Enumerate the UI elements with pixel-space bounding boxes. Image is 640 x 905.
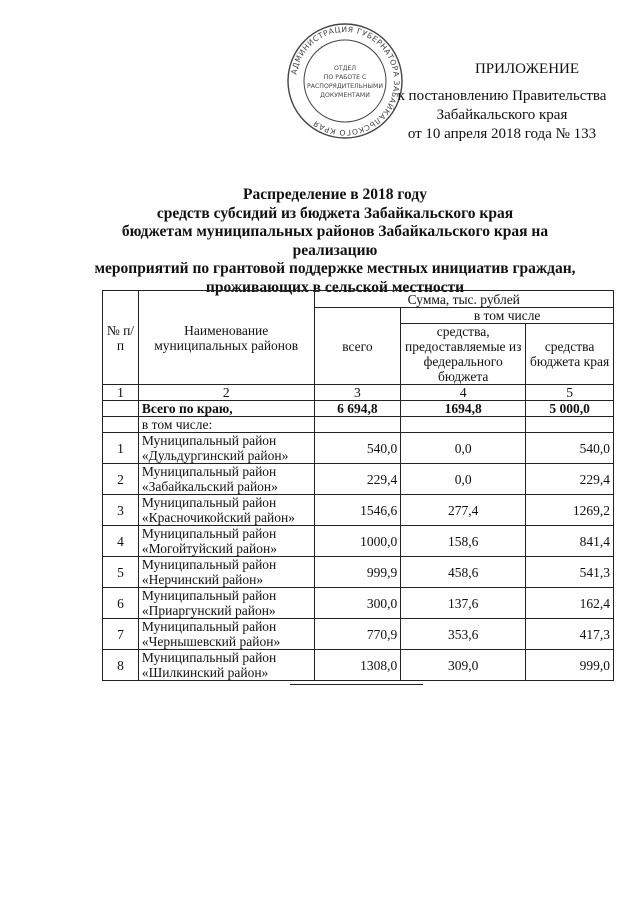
district-name: «Нерчинский район» — [141, 572, 264, 587]
district-type: Муниципальный район — [141, 526, 277, 541]
header-federal: средства, предоставляемые из федерального бюджета — [401, 324, 526, 385]
row-total: 1546,6 — [314, 495, 401, 526]
total-row — [103, 401, 614, 417]
decree-line-2: Забайкальского края — [436, 107, 568, 123]
row-num: 2 — [103, 464, 139, 495]
table-row — [103, 557, 614, 588]
row-regional: 162,4 — [526, 588, 614, 619]
table-row — [103, 433, 614, 464]
row-district — [138, 557, 314, 588]
row-regional: 417,3 — [526, 619, 614, 650]
total-label: Всего по краю, — [138, 401, 314, 417]
table-row — [103, 588, 614, 619]
row-num: 8 — [103, 650, 139, 681]
header-including: в том числе — [401, 308, 614, 324]
row-total: 229,4 — [314, 464, 401, 495]
title-line: Распределение в 2018 году — [243, 186, 427, 203]
including-num-cell — [103, 417, 139, 433]
row-federal: 277,4 — [401, 495, 526, 526]
decree-line-3: от 10 апреля 2018 года № 133 — [407, 126, 597, 142]
district-name: «Чернышевский район» — [141, 634, 281, 649]
svg-text:ПО РАБОТЕ С: ПО РАБОТЕ С — [323, 74, 367, 81]
row-num: 7 — [103, 619, 139, 650]
svg-text:АДМИНИСТРАЦИЯ ГУБЕРНАТОРА ЗАБА: АДМИНИСТРАЦИЯ ГУБЕРНАТОРА ЗАБАЙКАЛЬСКОГО КРАЯ — [289, 24, 402, 138]
official-stamp — [286, 22, 404, 140]
including-empty-cell — [401, 417, 526, 433]
district-name: «Шилкинский район» — [141, 665, 269, 680]
row-num: 3 — [103, 495, 139, 526]
svg-text:ДОКУМЕНТАМИ: ДОКУМЕНТАМИ — [320, 92, 370, 99]
decree-line-1: к постановлению Правительства — [397, 88, 607, 104]
total-regional: 5 000,0 — [526, 401, 614, 417]
svg-text:ОТДЕЛ: ОТДЕЛ — [333, 65, 357, 72]
table-row — [103, 495, 614, 526]
title-line: средств субсидий из бюджета Забайкальского края — [156, 204, 514, 222]
district-name: «Забайкальский район» — [141, 479, 278, 494]
title-line: мероприятий по грантовой поддержке местных инициатив граждан, — [94, 260, 576, 277]
row-regional: 841,4 — [526, 526, 614, 557]
header-regional: средства бюджета края — [526, 324, 614, 385]
row-regional: 540,0 — [526, 433, 614, 464]
total-num-cell — [103, 401, 139, 417]
district-type: Муниципальный район — [141, 619, 277, 634]
appendix-header — [392, 60, 612, 144]
title-line: проживающих в сельской местности — [205, 278, 465, 296]
including-empty-cell — [314, 417, 401, 433]
table-row — [103, 464, 614, 495]
including-row — [103, 417, 614, 433]
row-district — [138, 433, 314, 464]
row-district — [138, 464, 314, 495]
row-regional: 229,4 — [526, 464, 614, 495]
district-type: Муниципальный район — [141, 650, 277, 665]
row-total: 300,0 — [314, 588, 401, 619]
district-name: «Могойтуйский район» — [141, 541, 277, 556]
column-number-row — [103, 385, 614, 401]
closing-line — [290, 684, 423, 685]
document-title — [80, 186, 590, 297]
row-regional: 541,3 — [526, 557, 614, 588]
row-federal: 0,0 — [401, 433, 526, 464]
row-regional: 1269,2 — [526, 495, 614, 526]
table-row — [103, 619, 614, 650]
total-sum: 6 694,8 — [314, 401, 401, 417]
row-district — [138, 650, 314, 681]
district-name: «Дульдургинский район» — [141, 448, 289, 463]
col-number: 5 — [526, 385, 614, 401]
table-row — [103, 526, 614, 557]
row-total: 999,9 — [314, 557, 401, 588]
district-type: Муниципальный район — [141, 557, 277, 572]
col-number: 1 — [103, 385, 139, 401]
table-row — [103, 650, 614, 681]
row-total: 540,0 — [314, 433, 401, 464]
district-type: Муниципальный район — [141, 433, 277, 448]
district-name: «Красночикойский район» — [141, 510, 295, 525]
row-federal: 0,0 — [401, 464, 526, 495]
svg-text:РАСПОРЯДИТЕЛЬНЫМИ: РАСПОРЯДИТЕЛЬНЫМИ — [307, 83, 383, 90]
row-num: 5 — [103, 557, 139, 588]
row-regional: 999,0 — [526, 650, 614, 681]
appendix-label: ПРИЛОЖЕНИЕ — [474, 61, 580, 77]
district-type: Муниципальный район — [141, 464, 277, 479]
header-name: Наименование муниципальных районов — [138, 291, 314, 385]
row-district — [138, 588, 314, 619]
row-total: 1308,0 — [314, 650, 401, 681]
row-federal: 158,6 — [401, 526, 526, 557]
header-sum: Сумма, тыс. рублей — [314, 291, 613, 308]
title-line: бюджетам муниципальных районов Забайкальского края на реализацию — [121, 223, 549, 259]
row-district — [138, 526, 314, 557]
including-empty-cell — [526, 417, 614, 433]
row-num: 6 — [103, 588, 139, 619]
row-district — [138, 619, 314, 650]
row-federal: 458,6 — [401, 557, 526, 588]
district-type: Муниципальный район — [141, 495, 277, 510]
district-name: «Приаргунский район» — [141, 603, 276, 618]
subsidy-distribution-table — [102, 290, 614, 681]
including-label: в том числе: — [138, 417, 314, 433]
row-federal: 353,6 — [401, 619, 526, 650]
row-total: 770,9 — [314, 619, 401, 650]
col-number: 3 — [314, 385, 401, 401]
row-num: 4 — [103, 526, 139, 557]
row-federal: 137,6 — [401, 588, 526, 619]
header-total: всего — [314, 308, 401, 385]
col-number: 4 — [401, 385, 526, 401]
col-number: 2 — [138, 385, 314, 401]
row-district — [138, 495, 314, 526]
header-num: № п/п — [103, 291, 139, 385]
row-total: 1000,0 — [314, 526, 401, 557]
row-num: 1 — [103, 433, 139, 464]
district-type: Муниципальный район — [141, 588, 277, 603]
row-federal: 309,0 — [401, 650, 526, 681]
total-federal: 1694,8 — [401, 401, 526, 417]
